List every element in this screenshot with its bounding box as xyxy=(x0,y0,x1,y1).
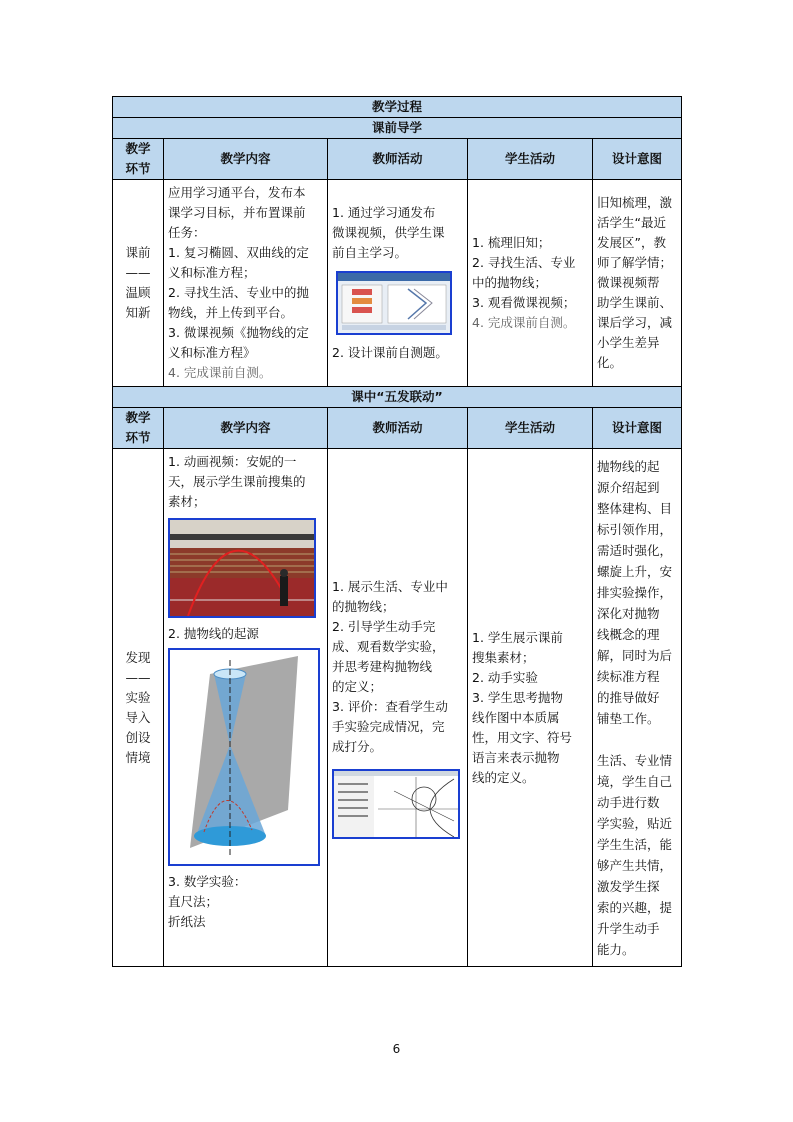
micro-video-thumbnail[interactable] xyxy=(336,271,452,335)
row2-stage: 发现 —— 实验 导入 创设 情境 xyxy=(113,449,164,967)
header-design-2: 设计意图 xyxy=(593,408,682,449)
header-content: 教学内容 xyxy=(164,139,328,180)
table-row xyxy=(113,449,682,967)
row2-content: 1. 动画视频：安妮的一 天，展示学生课前搜集的 素材； 2. 抛物线的起源 3. 数学实验： 直尺法； 折纸法 xyxy=(164,449,328,967)
header-design: 设计意图 xyxy=(593,139,682,180)
row2-design: 抛物线的起 源介绍起到 整体建构、目 标引领作用， 需适时强化， 螺旋上升，安 排实验操作， 深化对抛物 线概念的理 解，同时为后 续标准方程 的推导做好 铺垫工作。 生活、专业情 境，学生自己 动手进行数 学实验，贴近 学生生活，能 够产生共情， 激发学生探 索的兴趣，提 升学生动手 能力。 xyxy=(593,449,682,967)
header-teacher-2: 教师活动 xyxy=(328,408,468,449)
section-pre-class: 课前导学 xyxy=(113,118,682,139)
page-number: 6 xyxy=(392,1042,401,1056)
header-stage-2: 教学 环节 xyxy=(113,408,164,449)
geogebra-thumbnail[interactable] xyxy=(332,769,460,839)
cone-section-figure xyxy=(168,648,320,866)
header-student: 学生活动 xyxy=(468,139,593,180)
header-stage: 教学 环节 xyxy=(113,139,164,180)
row2-teacher: 1. 展示生活、专业中 的抛物线； 2. 引导学生动手完 成、观看数学实验， 并思考建构抛物线 的定义； 3. 评价：查看学生动 手实验完成情况，完 成打分。 xyxy=(328,449,468,967)
section-in-class: 课中“五发联动” xyxy=(113,387,682,408)
row2-student: 1. 学生展示课前 搜集素材； 2. 动手实验 3. 学生思考抛物 线作图中本质属 性，用文字、符号 语言来表示抛物 线的定义。 xyxy=(468,449,593,967)
row1-teacher: 1. 通过学习通发布 微课视频，供学生课 前自主学习。 2. 设计课前自测题。 xyxy=(328,180,468,387)
header-teacher: 教师活动 xyxy=(328,139,468,180)
row1-stage: 课前 —— 温顾 知新 xyxy=(113,180,164,387)
row1-content: 应用学习通平台，发布本 课学习目标，并布置课前 任务： 1. 复习椭圆、双曲线的定 义和标准方程； 2. 寻找生活、专业中的抛 物线，并上传到平台。 3. 微课视频《抛物线的定 义和标准方程》 4. 完成课前自测。 xyxy=(164,180,328,387)
teaching-process-table xyxy=(112,96,682,967)
row1-student: 1. 梳理旧知； 2. 寻找生活、专业 中的抛物线； 3. 观看微课视频； 4. 完成课前自测。 xyxy=(468,180,593,387)
row1-design: 旧知梳理，激 活学生“最近 发展区”，教 师了解学情； 微课视频帮 助学生课前、 课后学习，减 小学生差异 化。 xyxy=(593,180,682,387)
gym-video-thumbnail[interactable] xyxy=(168,518,316,618)
table-row xyxy=(113,180,682,387)
header-content-2: 教学内容 xyxy=(164,408,328,449)
header-student-2: 学生活动 xyxy=(468,408,593,449)
table-title: 教学过程 xyxy=(113,97,682,118)
